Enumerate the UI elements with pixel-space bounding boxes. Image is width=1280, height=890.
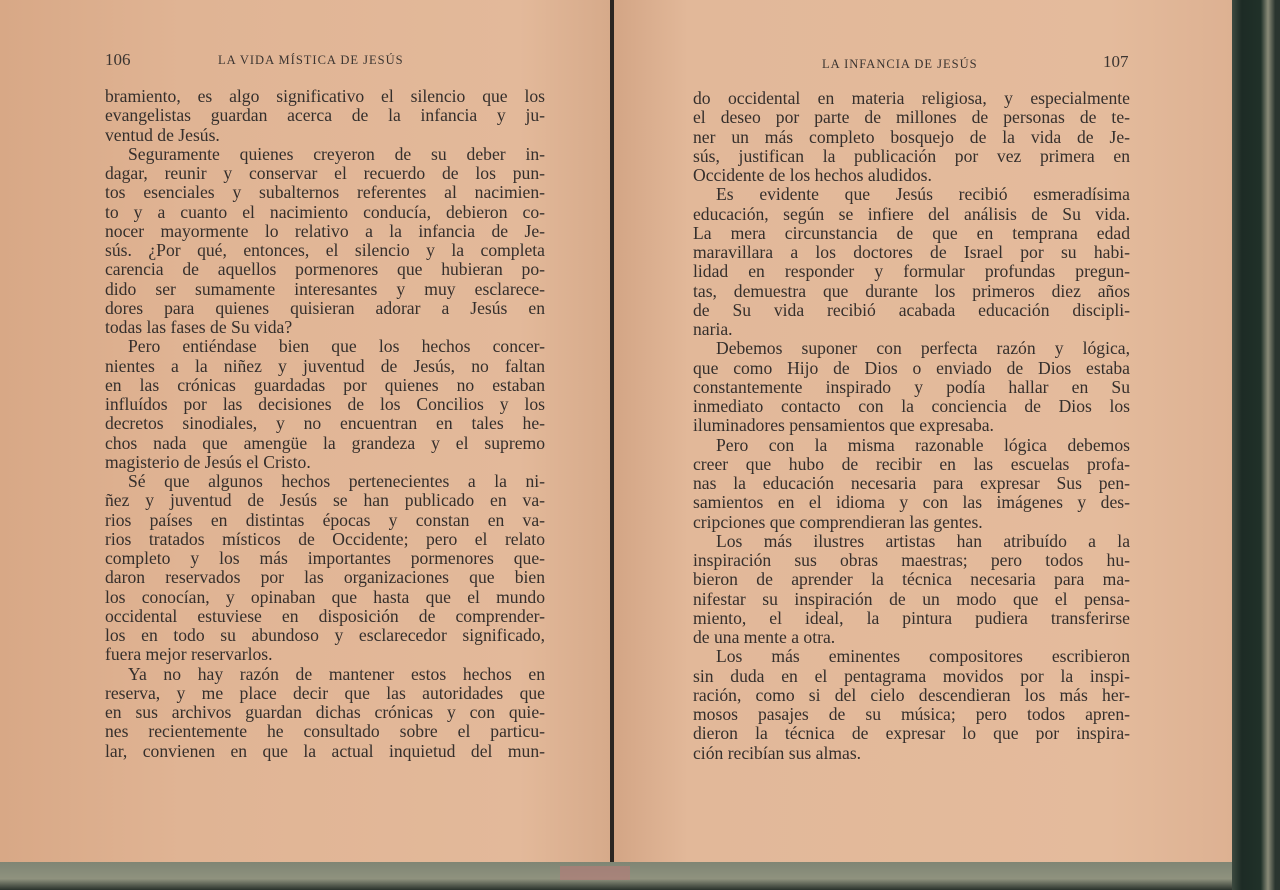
text-line: rios países en distintas épocas y constan en va-: [105, 509, 545, 530]
right-page-body: [693, 89, 1130, 763]
right-page: [614, 0, 1232, 866]
text-line: tas, demuestra que durante los primeros diez años: [693, 280, 1130, 301]
text-line: Debemos suponer con perfecta razón y lógica,: [716, 338, 1130, 359]
text-line: educación, según se infiere del análisis de Su vida.: [693, 203, 1130, 224]
text-line: Occidente de los hechos aludidos.: [693, 165, 932, 185]
bookmark-ribbon: [560, 866, 630, 880]
text-line: cripciones que comprendieran las gentes.: [693, 511, 983, 532]
text-line: occidental estuviese en disposición de comprender-: [105, 605, 545, 626]
text-line: ner un más completo bosquejo de la vida de Je-: [693, 126, 1130, 147]
text-line: de Su vida recibió acabada educación discipli-: [693, 299, 1130, 320]
text-line: completo y los más importantes pormenores que-: [105, 548, 545, 568]
text-line: mosos pasajes de su música; pero todos apren-: [693, 704, 1130, 724]
text-line: nifestar su inspiración de un modo que el pensa-: [693, 588, 1130, 609]
running-head-left: LA VIDA MÍSTICA DE JESÚS: [218, 53, 404, 67]
text-line: tos esenciales y subalternos referentes al nacimien-: [105, 182, 545, 203]
paragraph: [105, 337, 545, 472]
text-line: dido ser sumamente interesantes y muy esclarece-: [105, 278, 545, 299]
text-line: nas la educación necesaria para expresar Sus pen-: [693, 473, 1130, 493]
text-line: el deseo por parte de millones de personas de te-: [693, 107, 1130, 128]
text-line: dieron la técnica de expresar lo que por inspira-: [693, 723, 1130, 744]
text-line: nientes a la niñez y juventud de Jesús, no faltan: [105, 355, 545, 376]
text-line: fuera mejor reservarlos.: [105, 644, 273, 665]
page-number-left: 106: [105, 50, 131, 69]
text-line: lidad en responder y formular profundas pregun-: [693, 261, 1130, 282]
text-line: evangelistas guardan acerca de la infancia y ju-: [105, 105, 545, 126]
paragraph: [105, 665, 545, 761]
text-line: influídos por las decisiones de los Concilios y los: [105, 394, 545, 414]
text-line: do occidental en materia religiosa, y especialmente: [693, 88, 1130, 108]
text-line: reserva, y me place decir que las autoridades que: [105, 682, 545, 703]
text-line: iluminadores pensamientos que expresaba.: [693, 415, 994, 436]
book-gutter: [610, 0, 614, 870]
paragraph: [693, 647, 1130, 763]
running-head-right: LA INFANCIA DE JESÚS: [822, 57, 978, 71]
text-line: ventud de Jesús.: [105, 124, 220, 145]
text-line: Sé que algunos hechos pertenecientes a la ni-: [128, 471, 545, 491]
text-line: miento, el ideal, la pintura pudiera transferirse: [693, 607, 1130, 628]
paragraph: [693, 532, 1130, 648]
text-line: to y a cuanto el nacimiento conducía, debieron co-: [105, 201, 545, 222]
text-line: La mera circunstancia de que en temprana edad: [693, 222, 1130, 243]
text-line: Ya no hay razón de mantener estos hechos en: [128, 663, 545, 684]
text-line: Seguramente quienes creyeron de su deber in-: [128, 143, 545, 164]
text-line: lar, convienen en que la actual inquietud del mun-: [105, 740, 545, 761]
paragraph: [693, 339, 1130, 435]
text-line: decretos sinodiales, y no encuentran en tales he-: [105, 413, 545, 434]
text-line: bieron de aprender la técnica necesaria para ma-: [693, 569, 1130, 590]
text-line: carencia de aquellos pormenores que hubieran po-: [105, 259, 545, 280]
paragraph: [105, 472, 545, 665]
page-number-right: 107: [1103, 52, 1129, 71]
text-line: Los más ilustres artistas han atribuído a la: [716, 530, 1130, 551]
text-line: inspiración sus obras maestras; pero todos hu-: [693, 550, 1130, 570]
text-line: Es evidente que Jesús recibió esmeradísima: [716, 184, 1130, 205]
left-page-body: [105, 87, 545, 761]
text-line: dores para quienes quisieran adorar a Jesús en: [105, 297, 545, 318]
text-line: Pero entiéndase bien que los hechos concer-: [128, 336, 545, 357]
text-line: creer que hubo de recibir en las escuelas profa-: [693, 453, 1130, 474]
text-line: nes recientemente he consultado sobre el particu-: [105, 721, 545, 742]
text-line: de una mente a otra.: [693, 627, 836, 647]
text-line: maravillara a los doctores de Israel por su habi-: [693, 242, 1130, 262]
text-line: magisterio de Jesús el Cristo.: [105, 451, 311, 472]
text-line: naria.: [693, 319, 733, 339]
text-line: que como Hijo de Dios o enviado de Dios estaba: [693, 357, 1130, 378]
paragraph: [105, 145, 545, 338]
text-line: constantemente inspirado y podía hallar en Su: [693, 376, 1130, 397]
text-line: bramiento, es algo significativo el silencio que los: [105, 86, 545, 106]
text-line: Pero con la misma razonable lógica debemos: [716, 434, 1130, 455]
text-line: samientos en el idioma y con las imágenes y des-: [693, 492, 1130, 513]
paragraph: [693, 436, 1130, 532]
text-line: en las crónicas guardadas por quienes no estaban: [105, 374, 545, 395]
text-line: chos nada que amengüe la grandeza y el supremo: [105, 432, 545, 453]
book-cover-edge: [1232, 0, 1280, 890]
text-line: sús. ¿Por qué, entonces, el silencio y la completa: [105, 240, 545, 260]
text-line: dagar, reunir y conservar el recuerdo de los pun-: [105, 163, 545, 183]
text-line: ración, como si del cielo descendieran los más her-: [693, 684, 1130, 705]
text-line: daron reservados por las organizaciones que bien: [105, 567, 545, 588]
text-line: los en todo su abundoso y esclarecedor significado,: [105, 625, 545, 645]
paragraph: [105, 87, 545, 145]
left-page: [0, 0, 611, 862]
text-line: ñez y juventud de Jesús se han publicado en va-: [105, 490, 545, 511]
text-line: sin duda en el pentagrama movidos por la inspi-: [693, 665, 1130, 686]
text-line: Los más eminentes compositores escribieron: [716, 646, 1130, 667]
paragraph: [693, 89, 1130, 185]
text-line: inmediato contacto con la conciencia de Dios los: [693, 396, 1130, 416]
text-line: rios tratados místicos de Occidente; pero el relato: [105, 528, 545, 549]
text-line: en sus archivos guardan dichas crónicas y con quie-: [105, 702, 545, 722]
text-line: los conocían, y opinaban que hasta que el mundo: [105, 586, 545, 607]
text-line: todas las fases de Su vida?: [105, 317, 293, 337]
text-line: ción recibían sus almas.: [693, 742, 862, 763]
text-line: nocer mayormente lo relativo a la infancia de Je-: [105, 220, 545, 241]
paragraph: [693, 185, 1130, 339]
text-line: sús, justifican la publicación por vez primera en: [693, 145, 1130, 166]
